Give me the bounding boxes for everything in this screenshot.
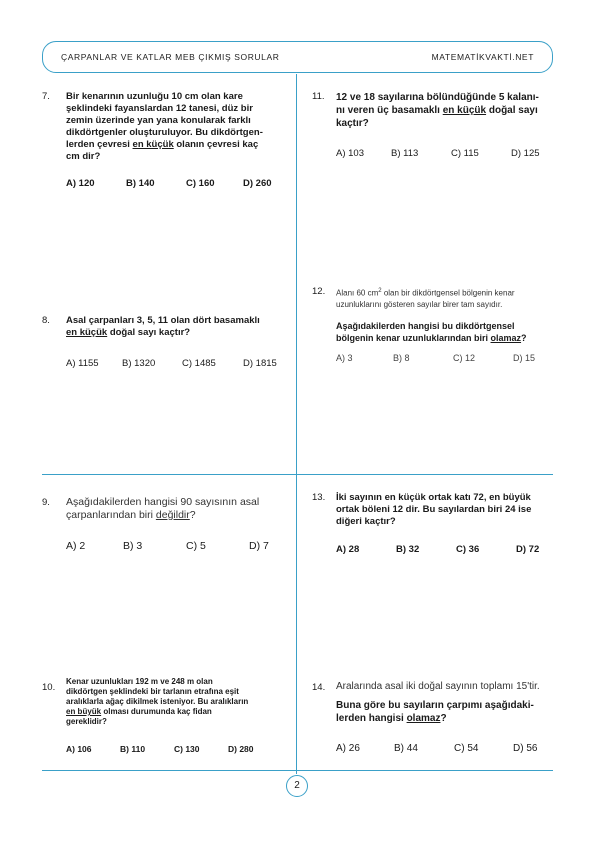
option-b[interactable]: B) 140: [126, 178, 155, 189]
option-a[interactable]: A) 26: [336, 743, 360, 754]
question-text: İki sayının en küçük ortak katı 72, en büyük ortak böleni 12 dir. Bu sayılardan biri 24 ise diğeri kaçtır?: [336, 492, 532, 527]
option-d[interactable]: D) 72: [516, 544, 540, 555]
option-a[interactable]: A) 2: [66, 540, 86, 552]
page-header: [42, 41, 553, 73]
question-text: Bir kenarının uzunluğu 10 cm olan kare şeklindeki fayanslardan 12 tanesi, düz bir zemin üzerinde yan yana konularak farklı dikdörtgenler oluşturuluyor. Bu dikdörtgen- lerden çevresi en küçük olanın çevresi kaç cm dir?: [66, 91, 263, 162]
option-d[interactable]: D) 280: [228, 744, 254, 754]
question-intro: Alanı 60 $cm^2$ olan bir dikdörtgensel bölgenin kenar uzunluklarını gösteren sayılar birer tam sayıdır.: [336, 288, 515, 309]
question-text: Asal çarpanları 3, 5, 11 olan dört basamaklı en küçük doğal sayı kaçtır?: [66, 315, 260, 338]
question-text: Kenar uzunlukları 192 m ve 248 m olan dikdörtgen şeklindeki bir tarlanın etrafına eşit aralıklarla ağaç dikilmek isteniyor. Bu aralıkların en büyük olması durumunda kaç fidan gereklidir?: [66, 677, 249, 726]
question-number: 11.: [312, 91, 325, 102]
header-title: ÇARPANLAR VE KATLAR MEB ÇIKMIŞ SORULAR: [61, 52, 280, 62]
question-number: 12.: [312, 286, 326, 297]
option-c[interactable]: C) 36: [456, 544, 480, 555]
option-b[interactable]: B) 110: [120, 744, 146, 754]
question-number: 9.: [42, 497, 50, 508]
question-text: Aşağıdakilerden hangisi bu dikdörtgensel bölgenin kenar uzunluklarından biri olamaz?: [336, 321, 527, 343]
option-d[interactable]: D) 260: [243, 178, 272, 189]
option-a[interactable]: A) 28: [336, 544, 360, 555]
option-a[interactable]: A) 106: [66, 744, 92, 754]
option-b[interactable]: B) 3: [123, 540, 143, 552]
option-d[interactable]: D) 56: [513, 743, 538, 754]
option-a[interactable]: A) 1155: [66, 358, 99, 369]
question-number: 13.: [312, 492, 326, 503]
option-b[interactable]: B) 8: [393, 353, 410, 363]
page-number: 2: [286, 775, 308, 797]
column-divider: [296, 74, 297, 774]
question-text: Aşağıdakilerden hangisi 90 sayısının asal çarpanlarından biri değildir?: [66, 496, 260, 521]
question-number: 7.: [42, 91, 50, 102]
question-number: 10.: [42, 682, 56, 693]
option-c[interactable]: C) 130: [174, 744, 200, 754]
header-site: MATEMATİKVAKTİ.NET: [431, 52, 534, 62]
row-divider: [42, 474, 553, 475]
question-intro: Aralarında asal iki doğal sayının toplamı 15'tir.: [336, 681, 540, 692]
option-b[interactable]: B) 1320: [122, 358, 156, 369]
option-c[interactable]: C) 1485: [182, 358, 216, 369]
question-text: 12 ve 18 sayılarına bölündüğünde 5 kalanı- nı veren üç basamaklı en küçük doğal sayı kaçtır?: [336, 92, 539, 129]
option-c[interactable]: C) 54: [454, 743, 479, 754]
option-c[interactable]: C) 115: [451, 148, 479, 159]
question-text: Buna göre bu sayıların çarpımı aşağıdaki- lerden hangisi olamaz?: [336, 700, 534, 724]
question-number: 14.: [312, 682, 326, 693]
option-d[interactable]: D) 125: [511, 148, 540, 159]
option-c[interactable]: C) 5: [186, 540, 206, 552]
option-d[interactable]: D) 7: [249, 540, 269, 552]
option-b[interactable]: B) 113: [391, 148, 419, 159]
question-number: 8.: [42, 315, 50, 326]
option-c[interactable]: C) 12: [453, 353, 476, 363]
footer-line: [42, 770, 553, 771]
option-a[interactable]: A) 120: [66, 178, 95, 189]
option-b[interactable]: B) 44: [394, 743, 418, 754]
option-a[interactable]: A) 3: [336, 353, 353, 363]
option-a[interactable]: A) 103: [336, 148, 364, 159]
option-c[interactable]: C) 160: [186, 178, 215, 189]
option-d[interactable]: D) 1815: [243, 358, 277, 369]
option-b[interactable]: B) 32: [396, 544, 420, 555]
option-d[interactable]: D) 15: [513, 353, 536, 363]
